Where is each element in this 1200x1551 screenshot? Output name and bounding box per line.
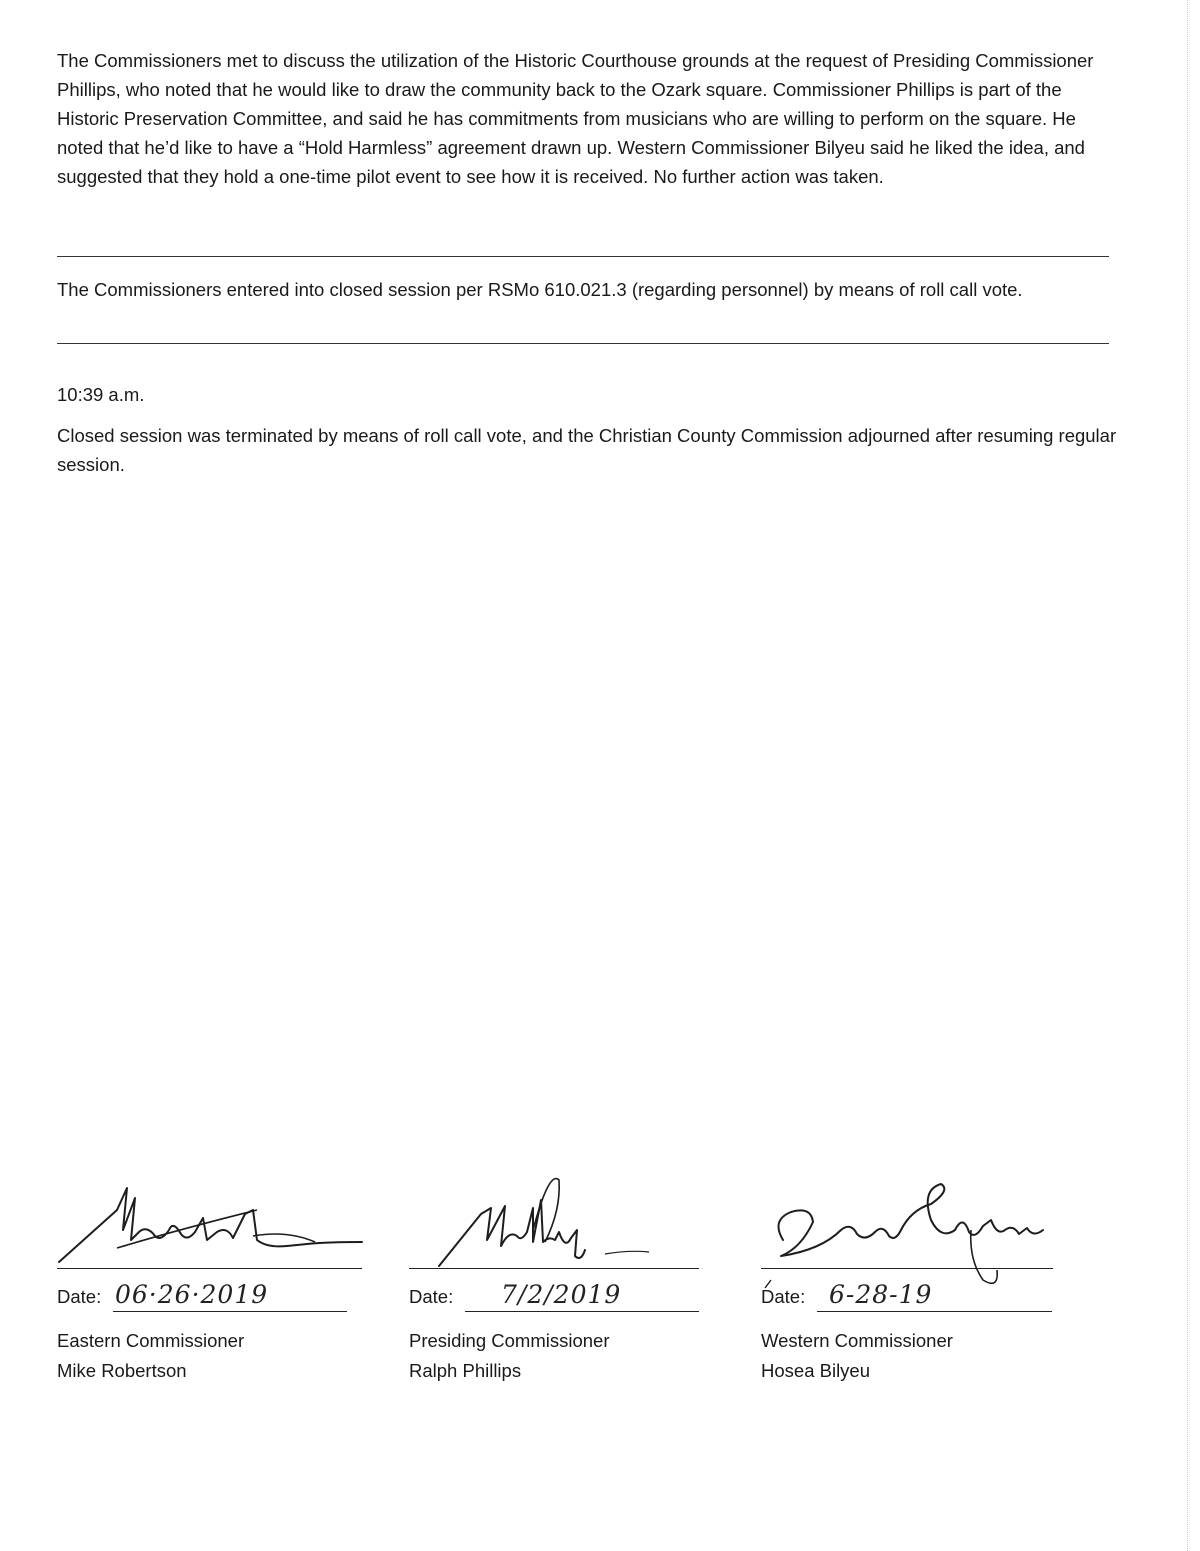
handwritten-date: 7/2/2019 — [501, 1280, 622, 1309]
date-label: Date: — [761, 1286, 806, 1307]
section-divider — [57, 256, 1109, 257]
date-line — [465, 1311, 699, 1312]
commissioner-role: Presiding Commissioner — [409, 1330, 610, 1351]
signature-line — [761, 1268, 1053, 1269]
handwritten-signature-phillips — [409, 1170, 709, 1270]
date-line — [113, 1311, 347, 1312]
handwritten-date: 6-28-19 — [829, 1280, 933, 1309]
signature-line — [57, 1268, 362, 1269]
signature-block-eastern — [57, 1170, 357, 1400]
courthouse-grounds-paragraph: The Commissioners met to discuss the utilization of the Historic Courthouse grounds at the request of Presiding Commissioner Phillips, who noted that he would like to draw the community back to the Ozark square. Commissioner Phillips is part of the Historic Preservation Committee, and said he has commitments from musicians who are willing to perform on the square. He noted that he’d like to have a “Hold Harmless” agreement drawn up. Western Commissioner Bilyeu said he liked the idea, and suggested that they hold a one-time pilot event to see how it is received. No further action was taken. — [57, 50, 1094, 187]
signature-line — [409, 1268, 699, 1269]
date-line — [817, 1311, 1052, 1312]
commissioner-role: Eastern Commissioner — [57, 1330, 245, 1351]
handwritten-signature-bilyeu — [761, 1170, 1061, 1270]
commissioner-name: Ralph Phillips — [409, 1360, 522, 1381]
signature-block-presiding — [409, 1170, 709, 1400]
adjournment-paragraph: Closed session was terminated by means of roll call vote, and the Christian County Commission adjourned after resuming regular session. — [57, 425, 1117, 475]
closed-session-paragraph: The Commissioners entered into closed session per RSMo 610.021.3 (regarding personnel) by means of roll call vote. — [57, 279, 1023, 300]
closing-section — [57, 380, 1117, 479]
date-row — [761, 1280, 1061, 1310]
scan-edge — [1187, 0, 1188, 1551]
date-row — [57, 1280, 357, 1310]
handwritten-date: 06·26·2019 — [115, 1280, 269, 1309]
date-row — [409, 1280, 709, 1310]
handwritten-signature-robertson — [57, 1170, 357, 1270]
section-divider — [57, 343, 1109, 344]
commissioner-role: Western Commissioner — [761, 1330, 953, 1351]
session-time: 10:39 a.m. — [57, 384, 145, 405]
date-label: Date: — [409, 1286, 454, 1307]
commissioner-name: Hosea Bilyeu — [761, 1360, 871, 1381]
signature-block-western — [761, 1170, 1061, 1400]
date-label: Date: — [57, 1286, 102, 1307]
commissioner-name: Mike Robertson — [57, 1360, 187, 1381]
